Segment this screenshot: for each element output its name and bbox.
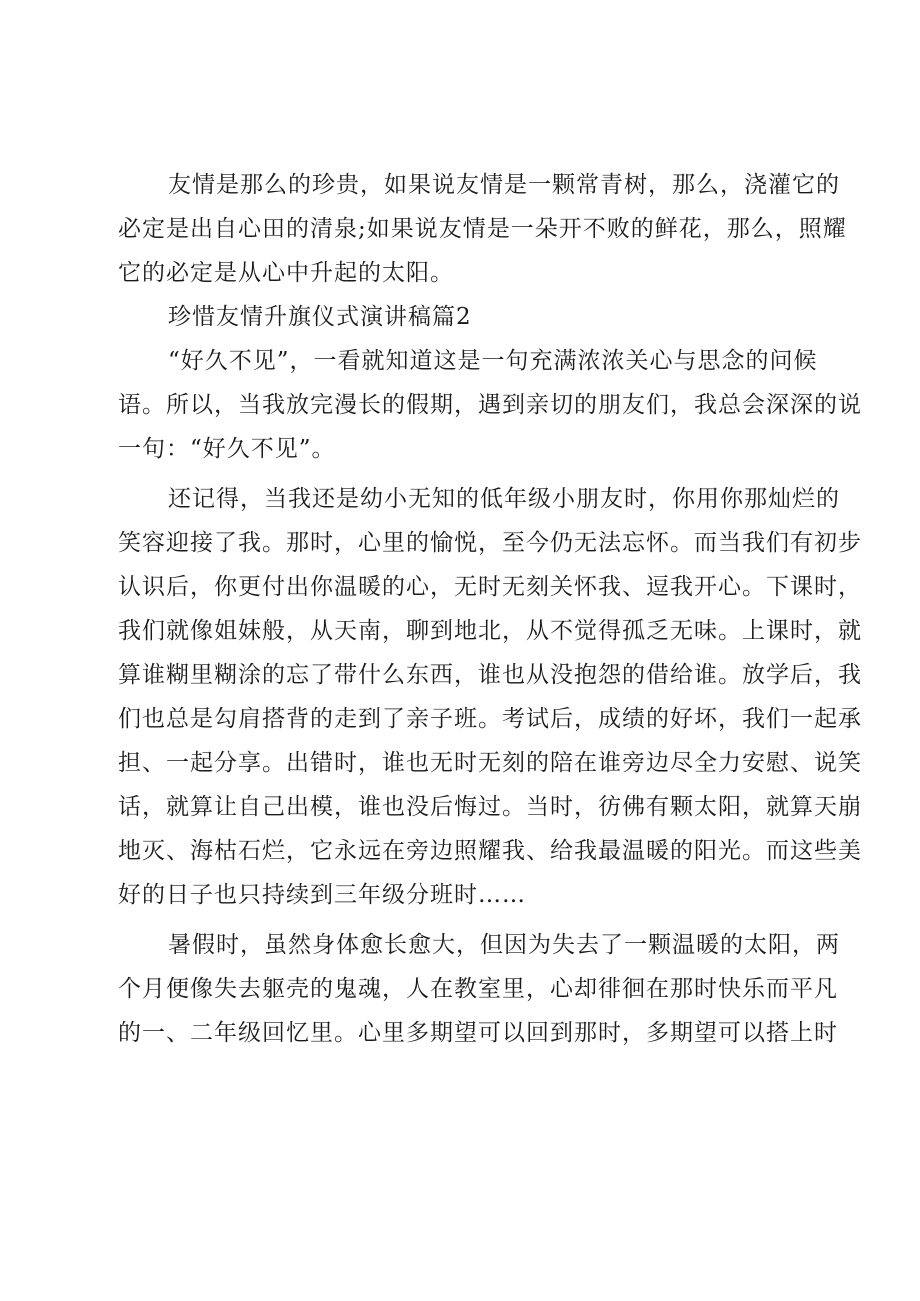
paragraph-3-line-8: 话，就算让自己出模，谁也没后悔过。当时，彷佛有颗太阳，就算天崩 [118,794,862,820]
paragraph-3-line-2: 笑容迎接了我。那时，心里的愉悦，至今仍无法忘怀。而当我们有初步 [118,530,862,556]
paragraph-3-line-5: 算谁糊里糊涂的忘了带什么东西，谁也从没抱怨的借给谁。放学后，我 [118,662,862,688]
paragraph-2-line-2: 语。所以，当我放完漫长的假期，遇到亲切的朋友们，我总会深深的说 [118,392,862,418]
paragraph-1-line-2: 必定是出自心田的清泉;如果说友情是一朵开不败的鲜花，那么，照耀 [118,216,847,242]
paragraph-2-line-3: 一句：“好久不见”。 [118,436,336,462]
section-heading: 珍惜友情升旗仪式演讲稿篇2 [168,304,472,330]
paragraph-4-line-2: 个月便像失去躯壳的鬼魂，人在教室里，心却徘徊在那时快乐而平凡 [118,976,838,1002]
paragraph-4-line-1: 暑假时，虽然身体愈长愈大，但因为失去了一颗温暖的太阳，两 [168,932,840,958]
paragraph-4-line-3: 的一、二年级回忆里。心里多期望可以回到那时，多期望可以搭上时 [118,1020,838,1046]
paragraph-3-line-10: 好的日子也只持续到三年级分班时…… [118,882,526,908]
paragraph-3-line-6: 们也总是勾肩搭背的走到了亲子班。考试后，成绩的好坏，我们一起承 [118,706,862,732]
paragraph-3-line-4: 我们就像姐妹般，从天南，聊到地北，从不觉得孤乏无味。上课时，就 [118,618,862,644]
paragraph-1-line-3: 它的必定是从心中升起的太阳。 [118,260,454,286]
paragraph-1-line-1: 友情是那么的珍贵，如果说友情是一颗常青树，那么，浇灌它的 [168,172,840,198]
paragraph-2-line-1: “好久不见”，一看就知道这是一句充满浓浓关心与思念的问候 [168,348,818,374]
paragraph-3-line-1: 还记得，当我还是幼小无知的低年级小朋友时，你用你那灿烂的 [168,486,840,512]
paragraph-3-line-7: 担、一起分享。出错时，谁也无时无刻的陪在谁旁边尽全力安慰、说笑 [118,750,862,776]
paragraph-3-line-3: 认识后，你更付出你温暖的心，无时无刻关怀我、逗我开心。下课时， [118,574,862,600]
paragraph-3-line-9: 地灭、海枯石烂，它永远在旁边照耀我、给我最温暖的阳光。而这些美 [118,838,862,864]
